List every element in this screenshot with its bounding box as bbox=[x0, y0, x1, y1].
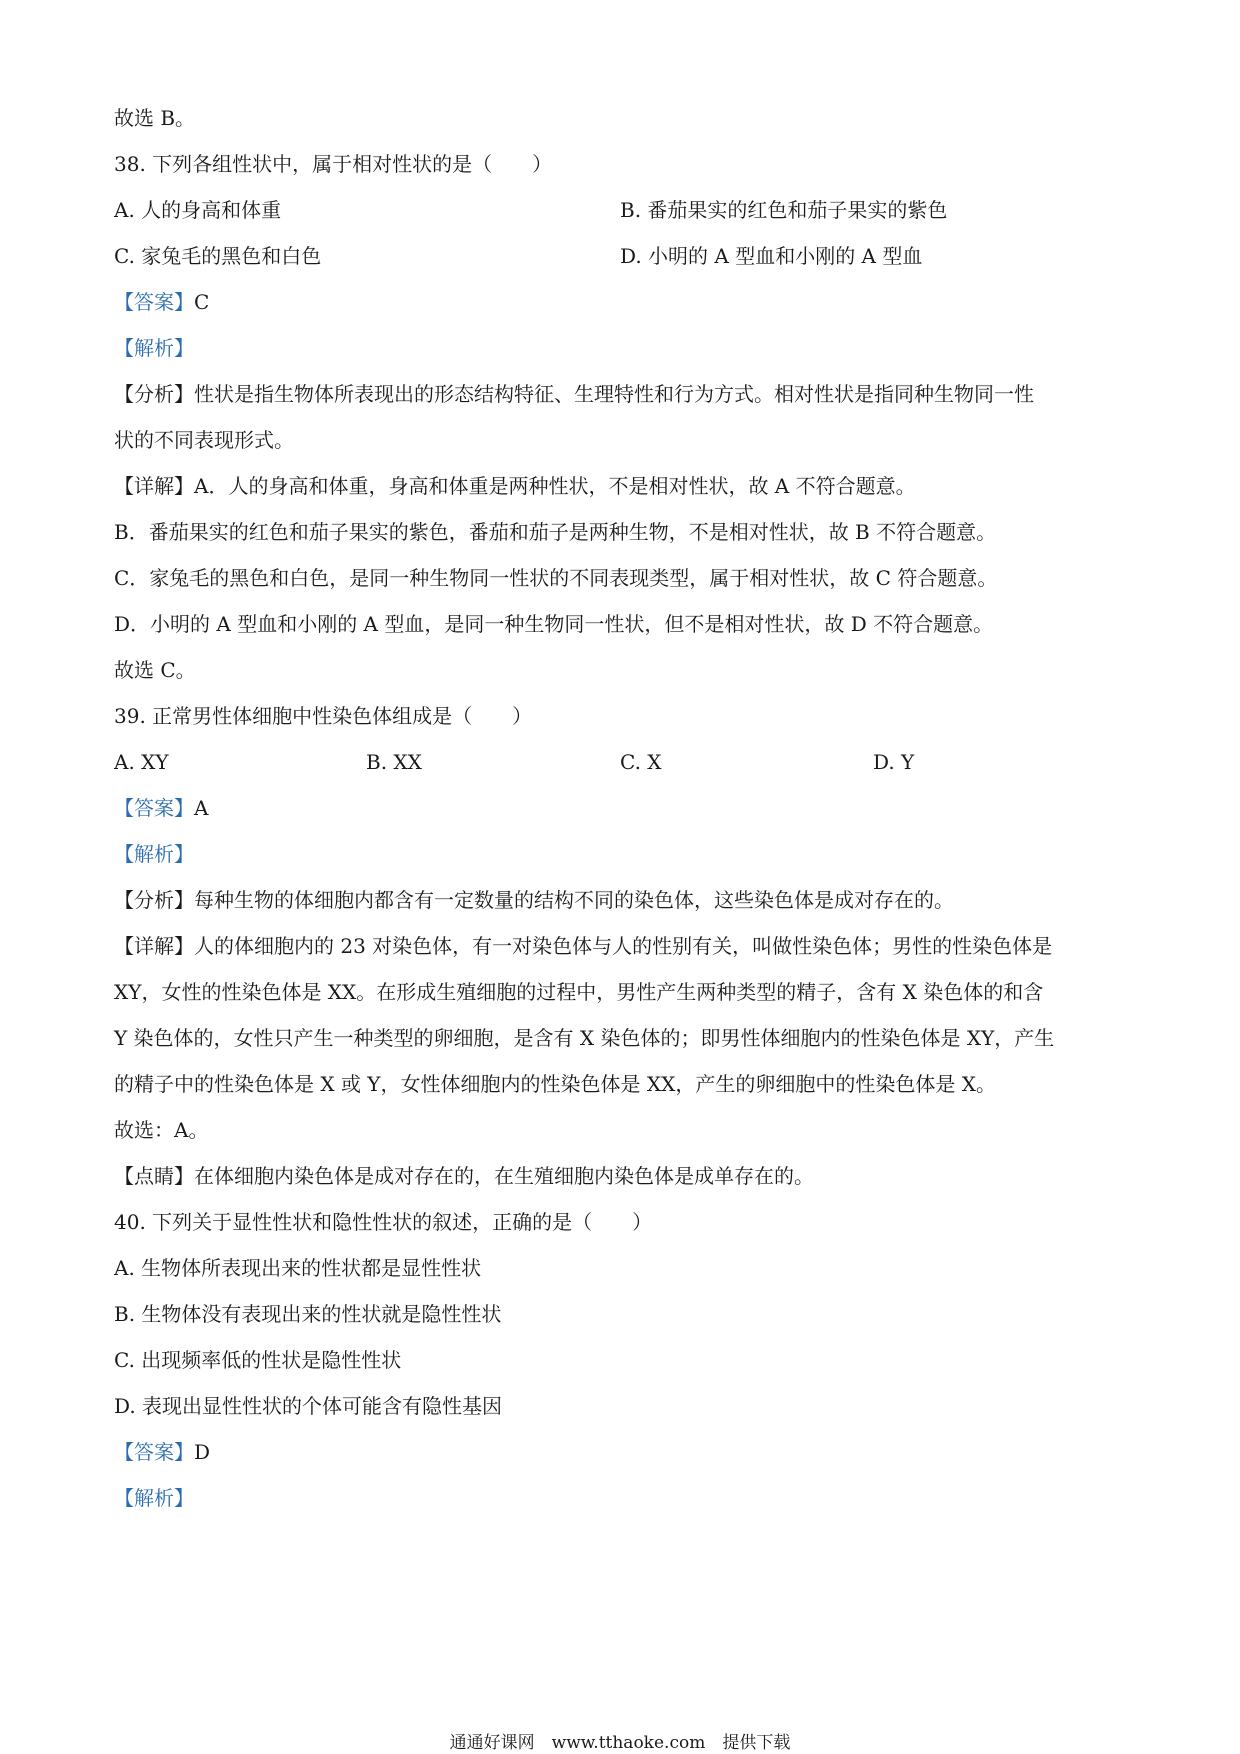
q39-option-d: D. Y bbox=[873, 750, 915, 774]
detail-text: A．人的身高和体重，身高和体重是两种性状，不是相对性状，故 A 不符合题意。 bbox=[194, 474, 916, 498]
q38-option-d: D. 小明的 A 型血和小刚的 A 型血 bbox=[620, 244, 923, 268]
q39-answer bbox=[114, 794, 208, 822]
question-40: 40. 下列关于显性性状和隐性性状的叙述，正确的是（ ） bbox=[114, 1210, 653, 1234]
q39-analysis-1 bbox=[114, 886, 954, 914]
q39-analysis-tag: 【解析】 bbox=[114, 842, 194, 866]
q38-detail-4: D．小明的 A 型血和小刚的 A 型血，是同一种生物同一性状，但不是相对性状，故 D 不符合题意。 bbox=[114, 612, 994, 636]
page-footer: 通通好课网 www.tthaoke.com 提供下载 bbox=[449, 1733, 791, 1753]
analysis-text: 每种生物的体细胞内都含有一定数量的结构不同的染色体，这些染色体是成对存在的。 bbox=[194, 888, 954, 912]
question-39: 39. 正常男性体细胞中性染色体组成是（ ） bbox=[114, 704, 533, 728]
q38-detail-3: C．家兔毛的黑色和白色，是同一种生物同一性状的不同表现类型，属于相对性状，故 C 符合题意。 bbox=[114, 566, 998, 590]
tip-tag: 【点睛】 bbox=[114, 1164, 194, 1188]
detail-tag: 【详解】 bbox=[114, 474, 194, 498]
q39-tip bbox=[114, 1162, 814, 1190]
q38-option-a: A. 人的身高和体重 bbox=[114, 198, 282, 222]
q39-conclusion: 故选：A。 bbox=[114, 1118, 209, 1142]
q38-detail-1 bbox=[114, 472, 916, 500]
q39-option-b: B. XX bbox=[366, 750, 422, 774]
answer-value: C bbox=[194, 290, 210, 314]
q38-analysis-2: 状的不同表现形式。 bbox=[114, 428, 294, 452]
analysis-text: 性状是指生物体所表现出的形态结构特征、生理特性和行为方式。相对性状是指同种生物同一性 bbox=[194, 382, 1034, 406]
q38-option-b: B. 番茄果实的红色和茄子果实的紫色 bbox=[620, 198, 948, 222]
q38-analysis-tag: 【解析】 bbox=[114, 336, 194, 360]
q40-option-d: D. 表现出显性性状的个体可能含有隐性基因 bbox=[114, 1394, 503, 1418]
detail-tag: 【详解】 bbox=[114, 934, 194, 958]
q40-option-c: C. 出现频率低的性状是隐性性状 bbox=[114, 1348, 402, 1372]
q39-detail-3: Y 染色体的，女性只产生一种类型的卵细胞，是含有 X 染色体的；即男性体细胞内的性染色体是 XY，产生 bbox=[114, 1026, 1055, 1050]
answer-value: D bbox=[194, 1440, 211, 1464]
q38-answer bbox=[114, 288, 209, 316]
q40-option-b: B. 生物体没有表现出来的性状就是隐性性状 bbox=[114, 1302, 502, 1326]
tip-text: 在体细胞内染色体是成对存在的，在生殖细胞内染色体是成单存在的。 bbox=[194, 1164, 814, 1188]
q38-conclusion: 故选 C。 bbox=[114, 658, 196, 682]
q40-option-a: A. 生物体所表现出来的性状都是显性性状 bbox=[114, 1256, 482, 1280]
analysis-tag: 【分析】 bbox=[114, 888, 194, 912]
conclusion-line: 故选 B。 bbox=[114, 106, 196, 130]
q39-detail-4: 的精子中的性染色体是 X 或 Y，女性体细胞内的性染色体是 XX，产生的卵细胞中的性染色体是 X。 bbox=[114, 1072, 996, 1096]
q38-detail-2: B．番茄果实的红色和茄子果实的紫色，番茄和茄子是两种生物，不是相对性状，故 B 不符合题意。 bbox=[114, 520, 997, 544]
q40-analysis-tag: 【解析】 bbox=[114, 1486, 194, 1510]
q38-option-c: C. 家兔毛的黑色和白色 bbox=[114, 244, 322, 268]
q38-analysis-1 bbox=[114, 380, 1034, 408]
q39-option-c: C. X bbox=[620, 750, 662, 774]
answer-value: A bbox=[194, 796, 209, 820]
analysis-tag: 【分析】 bbox=[114, 382, 194, 406]
q40-answer bbox=[114, 1438, 210, 1466]
q39-detail-1 bbox=[114, 932, 1052, 960]
answer-tag: 【答案】 bbox=[114, 1440, 194, 1464]
q39-detail-2: XY，女性的性染色体是 XX。在形成生殖细胞的过程中，男性产生两种类型的精子，含有 X 染色体的和含 bbox=[114, 980, 1044, 1004]
q39-option-a: A. XY bbox=[114, 750, 169, 774]
answer-tag: 【答案】 bbox=[114, 290, 194, 314]
answer-tag: 【答案】 bbox=[114, 796, 194, 820]
detail-text: 人的体细胞内的 23 对染色体，有一对染色体与人的性别有关，叫做性染色体；男性的性染色体是 bbox=[194, 934, 1053, 958]
question-38: 38. 下列各组性状中，属于相对性状的是（ ） bbox=[114, 152, 553, 176]
